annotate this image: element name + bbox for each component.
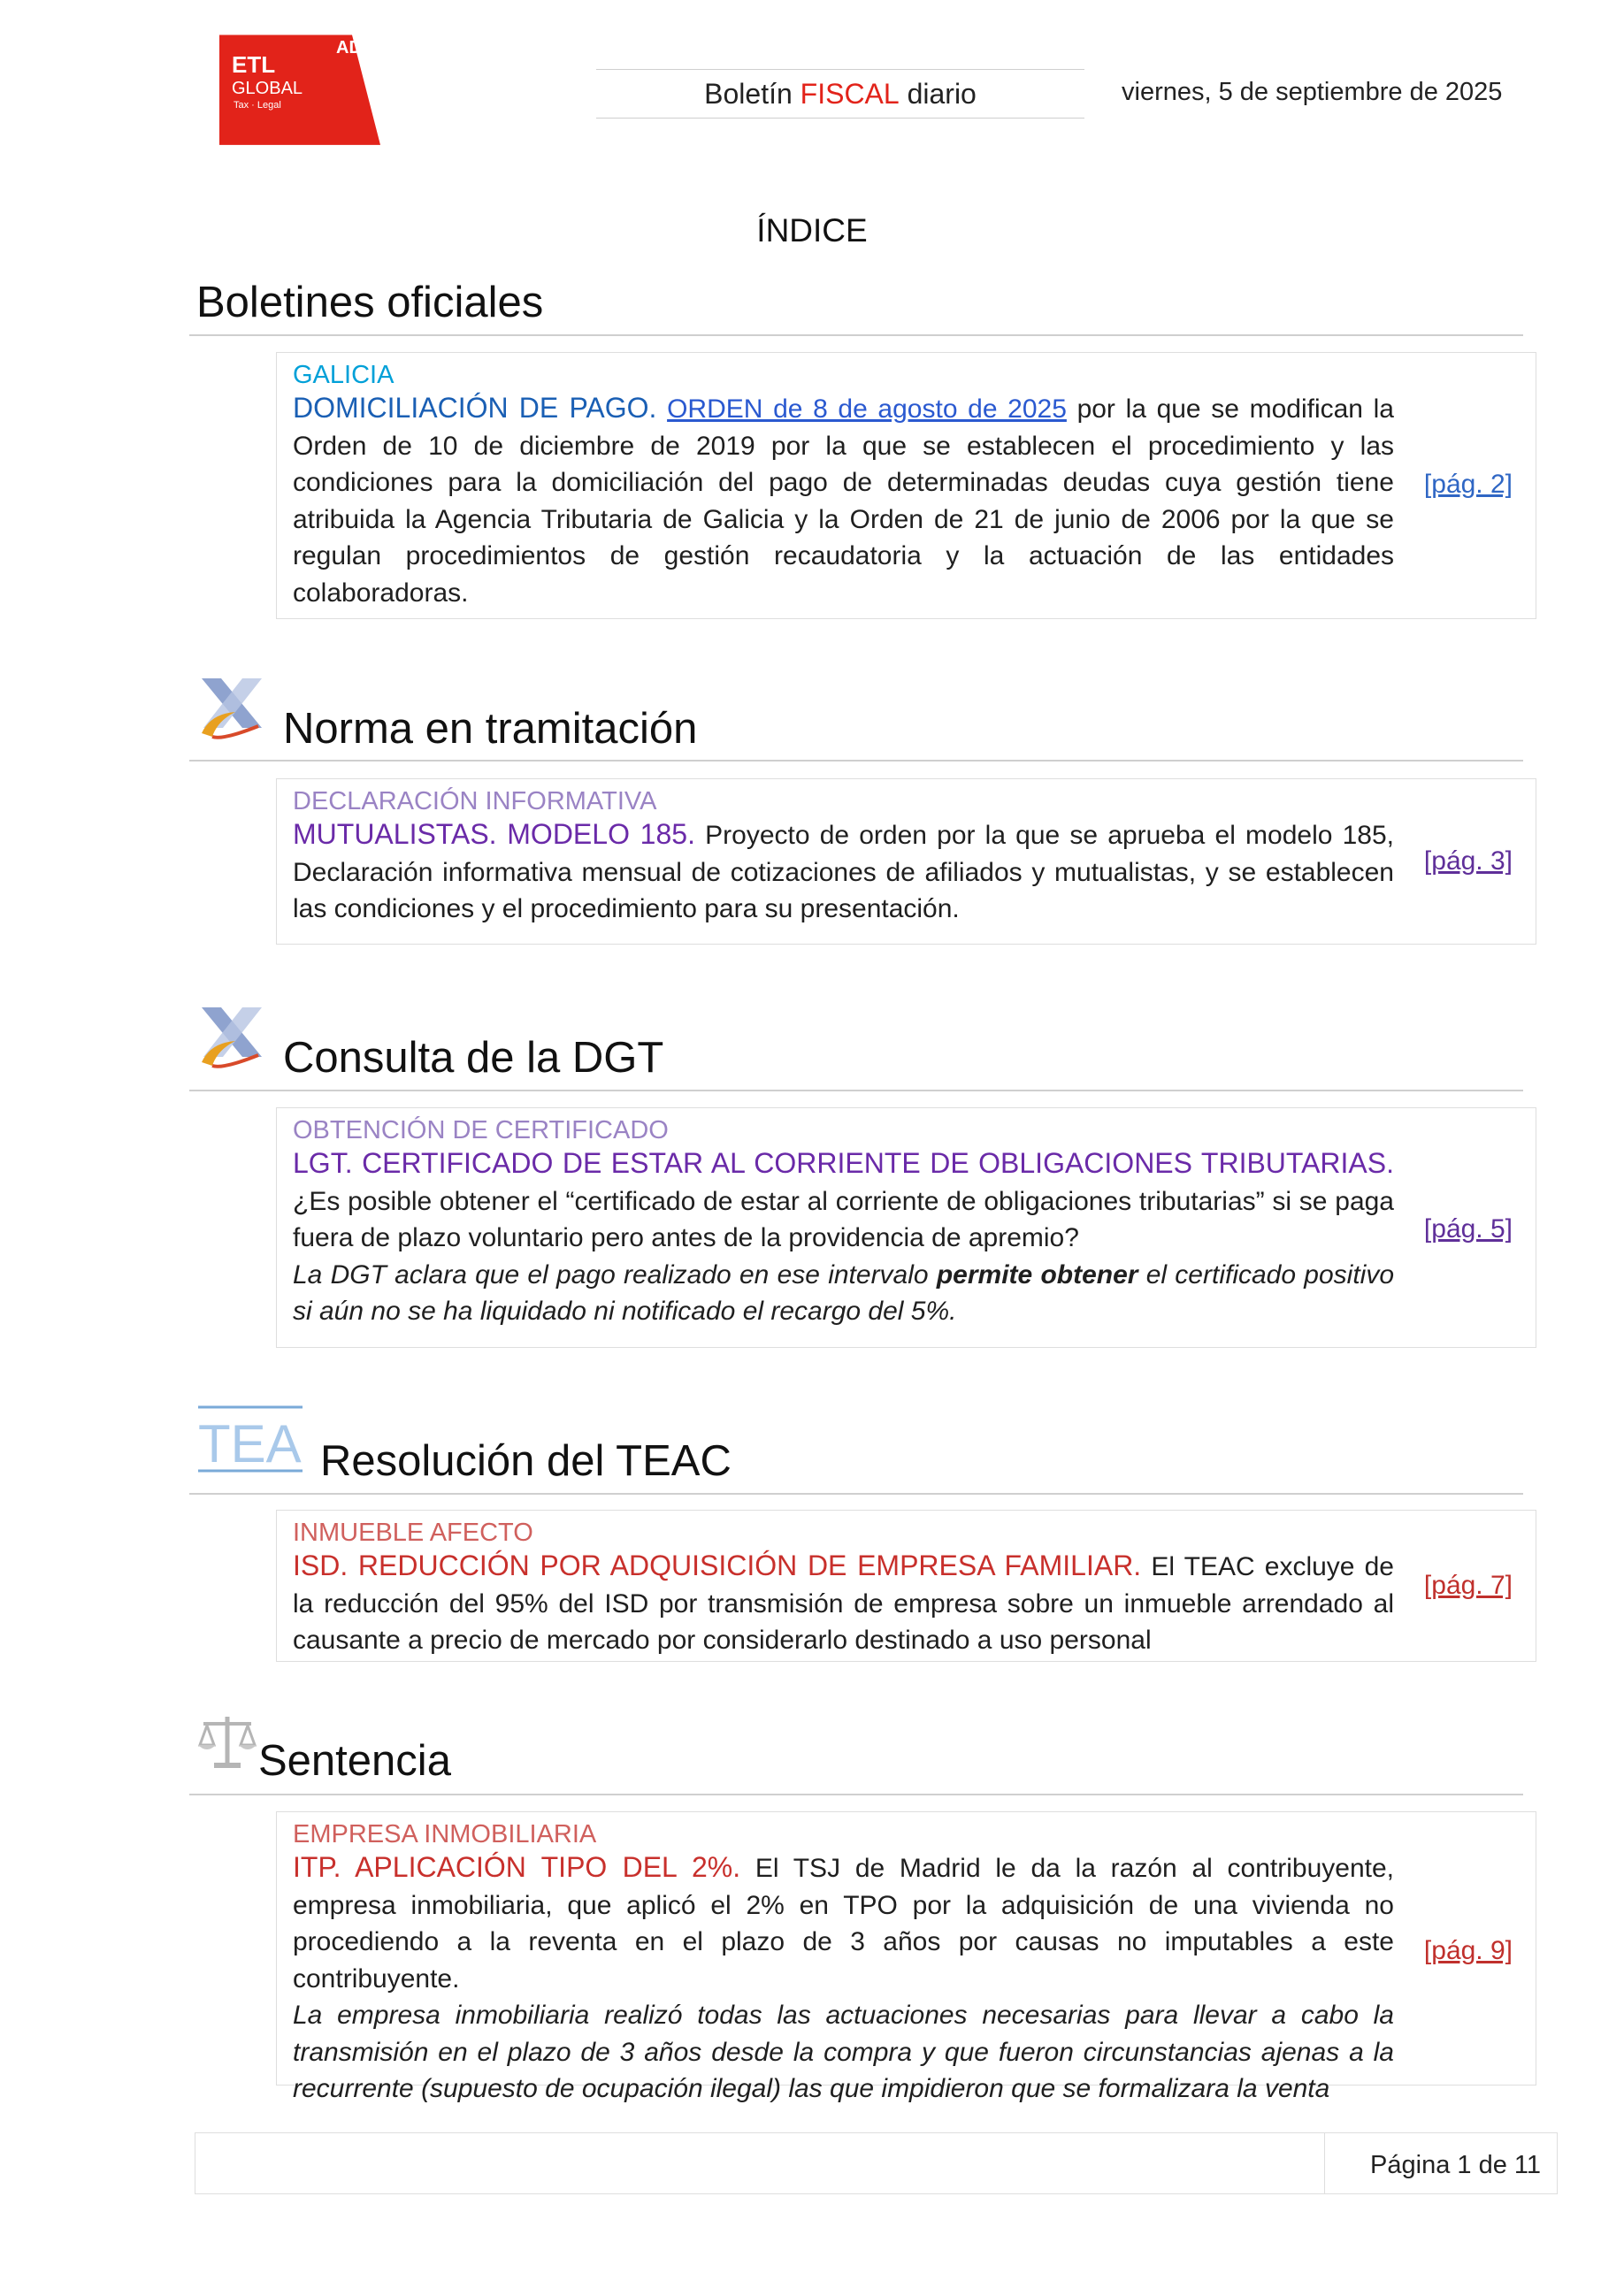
entry-lead: ISD. REDUCCIÓN POR ADQUISICIÓN DE EMPRESA FAMILIAR.: [293, 1550, 1142, 1581]
svg-text:Tax · Legal: Tax · Legal: [234, 100, 281, 111]
entry-lead: DOMICILIACIÓN DE PAGO.: [293, 392, 657, 424]
section-divider: [189, 1493, 1523, 1495]
footer-divider: [1324, 2133, 1325, 2193]
svg-text:TEA: TEA: [198, 1414, 302, 1473]
entry-category: DECLARACIÓN INFORMATIVA: [293, 787, 657, 815]
order-link[interactable]: ORDEN de 8 de agosto de 2025: [667, 394, 1067, 424]
entry-norma[interactable]: [276, 778, 1536, 945]
entry-category: OBTENCIÓN DE CERTIFICADO: [293, 1116, 669, 1144]
entry-teac[interactable]: [276, 1510, 1536, 1662]
entry-lead: MUTUALISTAS. MODELO 185.: [293, 818, 695, 850]
etl-global-logo: [219, 34, 380, 145]
page-footer: [195, 2132, 1558, 2194]
page-number: Página 1 de 11: [1370, 2151, 1541, 2179]
entry-text: ¿Es posible obtener el “certificado de estar al corriente de obligaciones tributarias” si se paga fuera de plazo voluntario pero antes de la providencia de apremio?: [293, 1186, 1394, 1252]
svg-text:ADD: ADD: [336, 38, 375, 57]
page-link-2[interactable]: [pág. 2]: [1423, 470, 1513, 499]
section-divider: [189, 1090, 1523, 1091]
index-title: ÍNDICE: [756, 212, 868, 249]
section-divider: [189, 760, 1523, 762]
section-title-teac: Resolución del TEAC: [320, 1437, 732, 1485]
entry-text: Proyecto de orden por la que se aprueba el modelo 185, Declaración informativa mensual de cotizaciones de afiliados y mutualistas, y se establecen las condiciones y el procedimiento para su presentación.: [293, 821, 1394, 923]
entry-consulta[interactable]: [276, 1107, 1536, 1348]
aeat-icon: [196, 1004, 267, 1071]
section-title-sentencia: Sentencia: [258, 1737, 451, 1785]
scale-icon: [196, 1711, 258, 1773]
entry-italic-bold: permite obtener: [936, 1259, 1138, 1290]
svg-text:ETL: ETL: [232, 51, 276, 78]
entry-sentencia[interactable]: [276, 1811, 1536, 2103]
section-divider: [189, 1794, 1523, 1795]
section-title-norma: Norma en tramitación: [283, 705, 698, 753]
aeat-icon: [196, 675, 267, 742]
entry-lead: ITP. APLICACIÓN TIPO DEL 2%.: [293, 1851, 741, 1883]
page-link-9[interactable]: [pág. 9]: [1423, 1936, 1513, 1965]
entry-text: El TEAC excluye de la reducción del 95% del ISD por transmisión de empresa sobre un inmueble arrendado al causante a precio de mercado por considerarlo destinado a uso personal: [293, 1552, 1394, 1655]
section-divider: [189, 334, 1523, 336]
section-title-consulta: Consulta de la DGT: [283, 1034, 664, 1082]
entry-italic: el certificado positivo si aún no se ha liquidado ni notificado el recargo del 5%.: [293, 1259, 1394, 1326]
page-link-5[interactable]: [pág. 5]: [1423, 1214, 1513, 1244]
bulletin-date: viernes, 5 de septiembre de 2025: [1122, 78, 1503, 106]
bulletin-title: Boletín FISCAL diario: [596, 69, 1084, 119]
entry-boletines[interactable]: [276, 352, 1536, 619]
entry-category: EMPRESA INMOBILIARIA: [293, 1820, 597, 1848]
tea-icon: [196, 1404, 306, 1474]
page-link-7[interactable]: [pág. 7]: [1423, 1571, 1513, 1600]
entry-text: El TSJ de Madrid le da la razón al contribuyente, empresa inmobiliaria, que aplicó el 2% en TPO por la adquisición de una vivienda no procediendo a la reventa en el plazo de 3 años por causas no imputables a este contribuyente.: [293, 1854, 1395, 1994]
section-title-boletines: Boletines oficiales: [196, 279, 544, 326]
entry-category: INMUEBLE AFECTO: [293, 1519, 533, 1547]
bulletin-title-fiscal: FISCAL: [800, 77, 900, 110]
entry-italic: La DGT aclara que el pago realizado en ese intervalo: [293, 1259, 929, 1290]
entry-italic: La empresa inmobiliaria realizó todas las actuaciones necesarias para llevar a cabo la transmisión en el plazo de 3 años desde la compra y que fueron circunstancias ajenas a la recurrente (supuesto de ocupación ilegal) las que impidieron que se formalizara la venta: [293, 2001, 1394, 2103]
svg-text:GLOBAL: GLOBAL: [232, 79, 303, 98]
entry-lead: LGT. CERTIFICADO DE ESTAR AL CORRIENTE DE OBLIGACIONES TRIBUTARIAS.: [293, 1147, 1394, 1179]
page-link-3[interactable]: [pág. 3]: [1423, 846, 1513, 876]
entry-text: por la que se modifican la Orden de 10 de diciembre de 2019 por la que se establecen el procedimiento y las condiciones para la domiciliación del pago de determinadas deudas cuya gestión tiene atribuida la Agencia Tributaria de Galicia y la Orden de 21 de junio de 2006 por la que se regulan procedimientos de gestión recaudatoria y la actuación de las entidades colaboradoras.: [293, 394, 1394, 608]
entry-category: GALICIA: [293, 361, 395, 389]
